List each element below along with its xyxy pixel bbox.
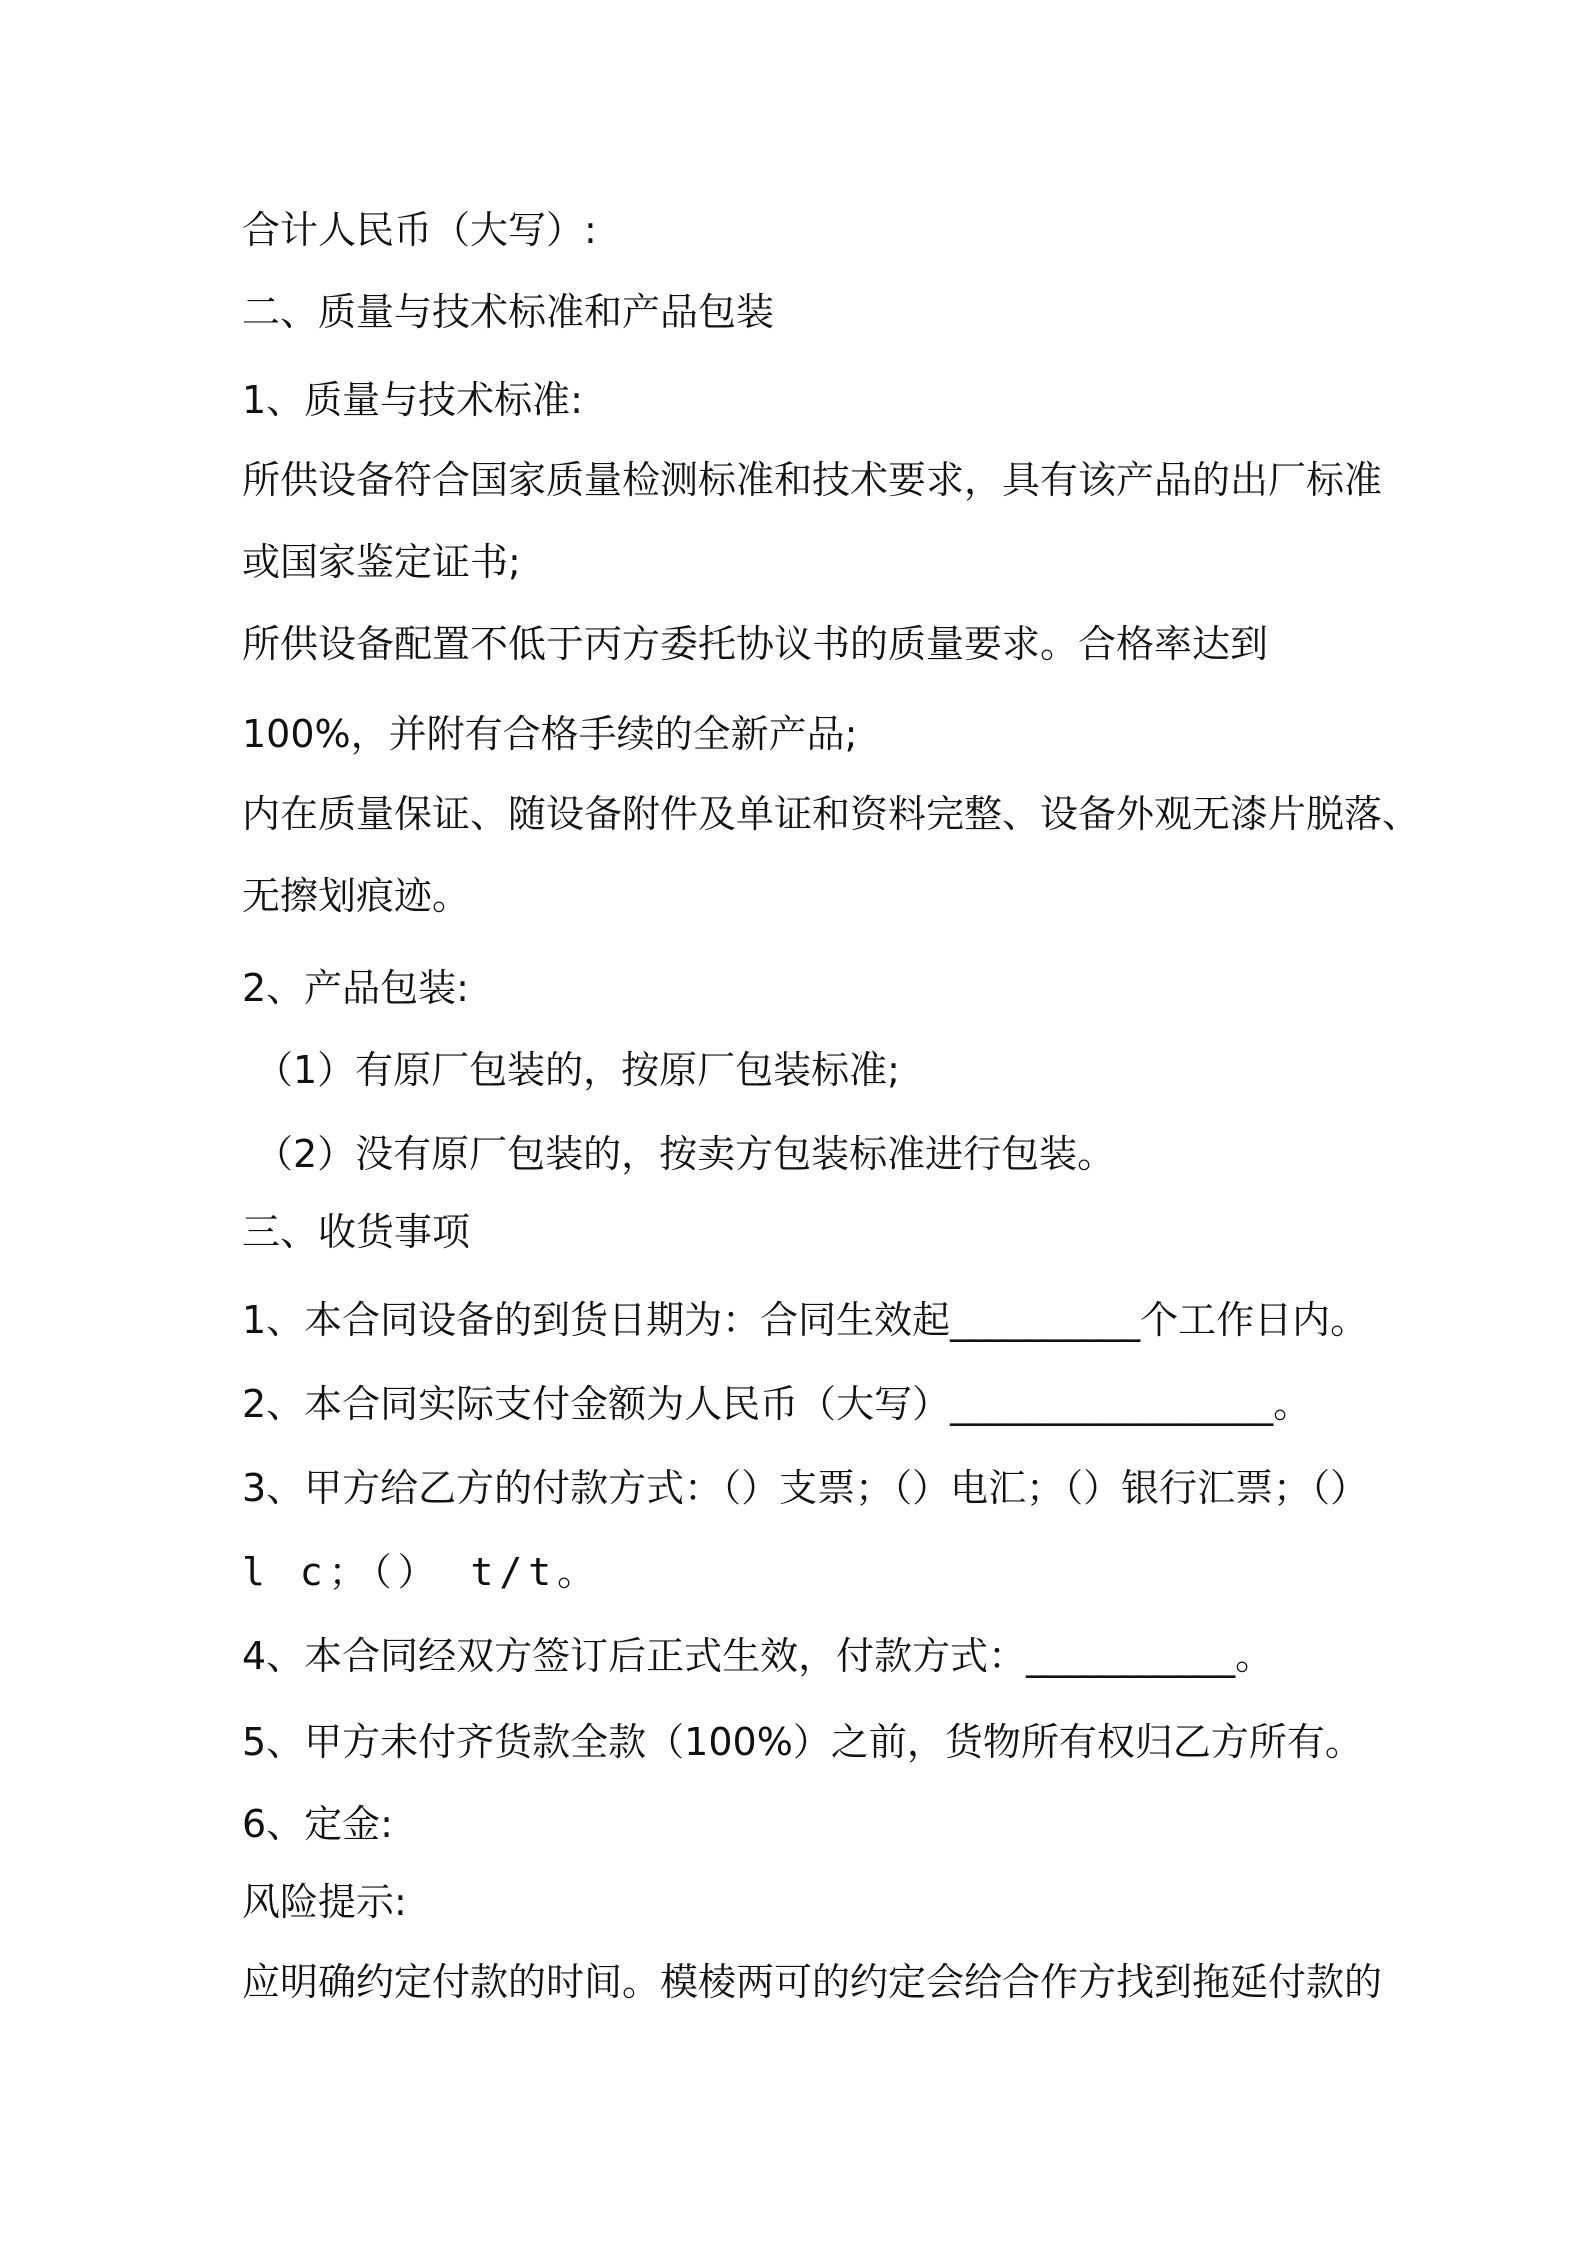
- delivery-date-clause: 1、本合同设备的到货日期为：合同生效起__________个工作日内。: [242, 1298, 1369, 1342]
- deposit-clause: 6、定金:: [242, 1802, 393, 1846]
- section-2-heading: 二、质量与技术标准和产品包装: [242, 290, 775, 334]
- contract-effective-clause: 4、本合同经双方签订后正式生效，付款方式：___________。: [242, 1634, 1274, 1678]
- packaging-item-1: （1）有原厂包装的，按原厂包装标准;: [255, 1048, 900, 1092]
- payment-amount-clause: 2、本合同实际支付金额为人民币（大写）_________________。: [242, 1382, 1312, 1426]
- packaging-item-2: （2）没有原厂包装的，按卖方包装标准进行包装。: [255, 1132, 1116, 1176]
- paragraph-line: 内在质量保证、随设备附件及单证和资料完整、设备外观无漆片脱落、: [242, 792, 1421, 836]
- total-amount-line: 合计人民币（大写）:: [242, 208, 597, 252]
- payment-method-clause: 3、甲方给乙方的付款方式：（）支票；（）电汇；（）银行汇票；（）: [242, 1466, 1369, 1510]
- section-3-heading: 三、收货事项: [242, 1210, 471, 1254]
- risk-notice-text: 应明确约定付款的时间。模棱两可的约定会给合作方找到拖延付款的: [242, 1960, 1383, 2004]
- paragraph-line: 或国家鉴定证书;: [242, 540, 521, 584]
- ownership-clause: 5、甲方未付齐货款全款（100%）之前，货物所有权归乙方所有。: [242, 1720, 1363, 1764]
- subsection-quality-standard: 1、质量与技术标准:: [242, 378, 583, 422]
- payment-method-continuation: l c；（） t/t。: [242, 1550, 602, 1594]
- risk-notice-heading: 风险提示:: [242, 1880, 407, 1924]
- paragraph-line: 无擦划痕迹。: [242, 874, 471, 918]
- paragraph-line: 所供设备配置不低于丙方委托协议书的质量要求。合格率达到: [242, 622, 1269, 666]
- subsection-packaging: 2、产品包装:: [242, 966, 469, 1010]
- paragraph-line: 100%，并附有合格手续的全新产品;: [242, 712, 858, 756]
- paragraph-line: 所供设备符合国家质量检测标准和技术要求，具有该产品的出厂标准: [242, 458, 1383, 502]
